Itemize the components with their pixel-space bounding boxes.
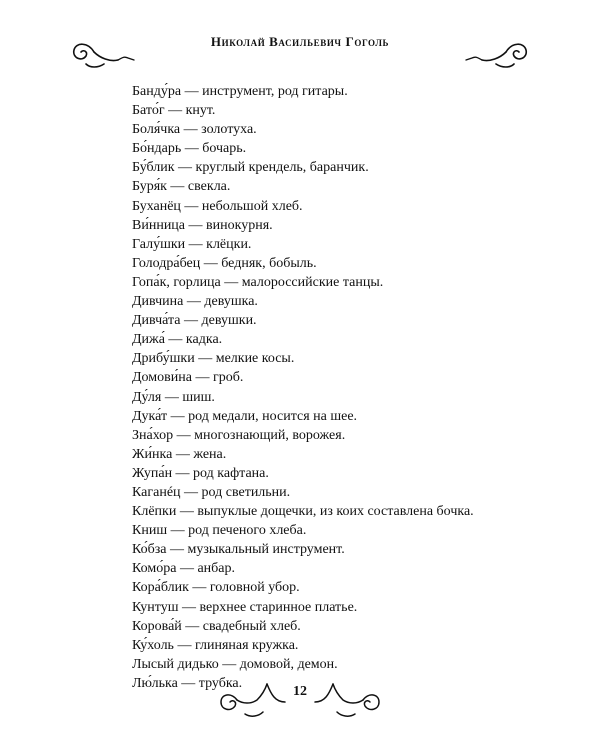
glossary-entry: Бато́г — кнут. xyxy=(132,103,216,119)
glossary-entry: Дивча́та — девушки. xyxy=(132,313,257,329)
glossary-entry: Дижа́ — кадка. xyxy=(132,332,223,348)
glossary-entry: Боля́чка — золотуха. xyxy=(132,122,257,138)
glossary-entry: Гопа́к, горлица — малороссийские танцы. xyxy=(132,274,384,290)
glossary-entry: Кора́блик — головной убор. xyxy=(132,580,300,596)
glossary-entry: Лю́лька — трубка. xyxy=(132,675,243,691)
glossary-entry: Ду́ля — шиш. xyxy=(132,389,215,405)
glossary-entry: Жи́нка — жена. xyxy=(132,446,227,462)
glossary-list xyxy=(132,82,572,693)
glossary-entry: Ку́холь — глиняная кружка. xyxy=(132,637,299,653)
glossary-entry: Бо́ндарь — бочарь. xyxy=(132,141,247,157)
glossary-entry: Буханёц — небольшой хлеб. xyxy=(132,198,303,214)
glossary-entry: Банду́ра — инструмент, род гитары. xyxy=(132,84,348,99)
glossary-entry: Комо́ра — анбар. xyxy=(132,561,235,577)
glossary-entry: Ко́бза — музыкальный инструмент. xyxy=(132,542,345,558)
glossary-entry: Дука́т — род медали, носится на шее. xyxy=(132,408,358,424)
glossary-entry: Каганéц — род светильни. xyxy=(132,484,291,500)
glossary-entry: Корова́й — свадебный хлеб. xyxy=(132,618,301,634)
glossary-entry: Клёпки — выпуклые дощечки, из коих составлена бочка. xyxy=(132,504,474,520)
page-number: 12 xyxy=(293,684,307,699)
glossary-entry: Жупа́н — род кафтана. xyxy=(132,465,269,481)
glossary-entry: Лысый дидько — домовой, демон. xyxy=(132,656,338,672)
glossary-entry: Зна́хор — многознающий, ворожея. xyxy=(132,427,346,443)
glossary-entry: Книш — род печеного хлеба. xyxy=(132,523,307,539)
glossary-entry: Голодра́бец — бедняк, бобыль. xyxy=(132,255,317,271)
glossary-entry: Дрибу́шки — мелкие косы. xyxy=(132,351,295,367)
running-header: Николай Васильевич Гоголь xyxy=(210,34,390,49)
glossary-entry: Кунтуш — верхнее старинное платье. xyxy=(132,599,358,615)
glossary-entry: Буря́к — свекла. xyxy=(132,179,231,195)
glossary-entry: Ви́нница — винокурня. xyxy=(132,217,273,233)
glossary-entry: Галу́шки — клёцки. xyxy=(132,236,252,252)
glossary-entry: Дивчина — девушка. xyxy=(132,294,258,310)
glossary-entry: Бу́блик — круглый крендель, баранчик. xyxy=(132,160,369,176)
glossary-entry: Домови́на — гроб. xyxy=(132,370,244,386)
